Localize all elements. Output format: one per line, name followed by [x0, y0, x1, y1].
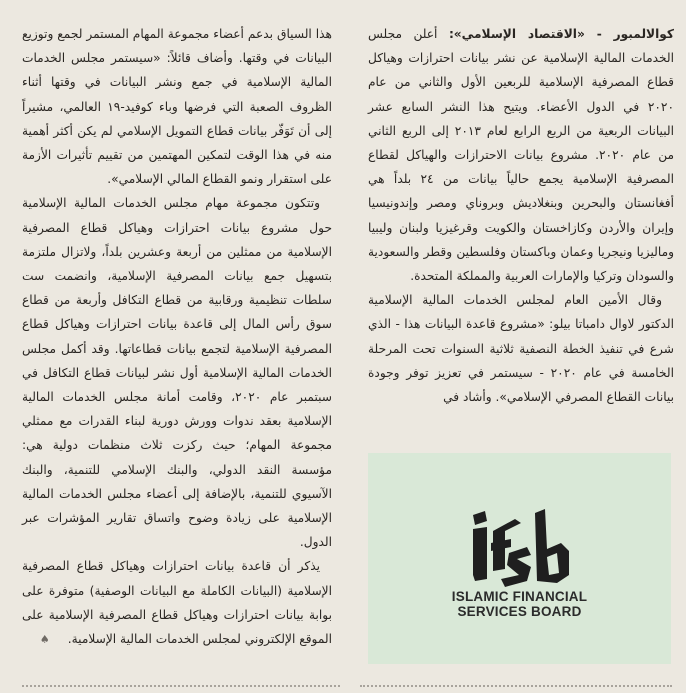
article-column-left: [22, 22, 332, 652]
paragraph-continuation: هذا السياق بدعم أعضاء مجموعة المهام المستمر لجمع وتوزيع البيانات في وقتها. وأضاف قائلاً: «سيستمر مجلس الخدمات المالية الإسلامية في جمع ونشر البيانات في وقتها أثناء الظروف الصعبة التي فرضها وباء كوفيد-١٩ العالمي، مشيراً إلى أن تَوَفّر بيانات قطاع التمويل الإسلامي لم يكن أكثر أهمية منه في هذا الوقت لتمكين المهتمين من تقييم تأثيرات الأزمة على استقرار ونمو القطاع المالي الإسلامي».: [22, 27, 332, 187]
paragraph-intro-text: أعلن مجلس الخدمات المالية الإسلامية عن نشر بيانات احترازات وهياكل قطاع المصرفية الإسلامية للربعين الأول والثاني من عام ٢٠٢٠ في الدول الأعضاء. ويتيح هذا النشر السابع عشر البيانات الربعية من الربع الرابع لعام ٢٠١٣ إلى الربع الثاني من عام ٢٠٢٠. مشروع بيانات الاحترازات والهياكل لقطاع المصرفية الإسلامية يجمع حالياً بيانات من ٢٤ بلداً هي أفغانستان والبحرين وبنغلاديش وبروناي ومصر وإندونيسيا وإيران والأردن وكازاخستان والكويت وقرغيزيا ولبنان وليبيا وماليزيا ونيجريا وعمان وباكستان وفلسطين وقطر والسعودية والسودان وتركيا والإمارات العربية والمملكة المتحدة.: [368, 27, 675, 284]
paragraph-closing-text: يذكر أن قاعدة بيانات احترازات وهياكل قطاع المصرفية الإسلامية (البيانات الكاملة مع البيانات الوصفية) متوفرة على بوابة بيانات احترازات وهياكل قطاع المصرفية الإسلامية على الموقع الإلكتروني لمجلس الخدمات المالية الإسلامية.: [22, 559, 332, 647]
paragraph-task-force: وتتكون مجموعة مهام مجلس الخدمات المالية الإسلامية حول مشروع بيانات احترازات وهياكل قطاع المصرفية الإسلامية من ممثلين من أربعة وعشرين بلداً، ولاتزال ملتزمة بتسهيل جمع بيانات المصرفية الإسلامية، وانضمت ست سلطات تنظيمية ورقابية من قطاع التكافل وأربعة من قطاع سوق رأس المال إلى قاعدة بيانات احترازات وهياكل قطاع المصرفية الإسلامية لتجمع بيانات قطاعاتها. وقد أكمل مجلس الخدمات المالية الإسلامية أول نشر لبيانات قطاع التكافل في سبتمبر عام ٢٠٢٠، وقامت أمانة مجلس الخدمات المالية الإسلامية بعقد ندوات وورش دورية لبناء القدرات مع ممثلي مجموعة المهام؛ حيث ركزت ثلاث منظمات دولية هي: مؤسسة النقد الدولي، والبنك الإسلامي للتنمية، والبنك الآسيوي للتنمية، بالإضافة إلى أعضاء مجلس الخدمات المالية الإسلامية على زيادة وضوح واتساق تقارير المؤشرات عبر الدول.: [22, 196, 333, 550]
ifsb-monogram-icon: [465, 509, 575, 589]
article-column-right: [368, 22, 674, 409]
column-divider-left: [22, 685, 340, 687]
paragraph-quote: وقال الأمين العام لمجلس الخدمات المالية الإسلامية الدكتور لاوال دامباتا بيلو: «مشروع قاعدة البيانات هذا - الذي شرع في تنفيذ الخطة النصفية ثلاثية السنوات تحت المرحلة الخامسة في عام ٢٠٢٠ - سيستمر في تعزيز توفر وجودة بيانات القطاع المصرفي الإسلامي». وأشاد في: [368, 293, 674, 405]
paragraph-closing: [22, 554, 332, 652]
ifsb-logo-image: [368, 453, 671, 664]
logo-wordmark-line-2: SERVICES BOARD: [457, 603, 582, 619]
end-of-article-icon: ♠: [39, 633, 50, 647]
logo-wordmark-line-1: ISLAMIC FINANCIAL: [451, 588, 588, 604]
paragraph-intro: [368, 22, 674, 288]
dateline: كوالالمبور - «الاقتصاد الإسلامي»:: [448, 27, 674, 41]
column-divider-right: [360, 685, 672, 687]
